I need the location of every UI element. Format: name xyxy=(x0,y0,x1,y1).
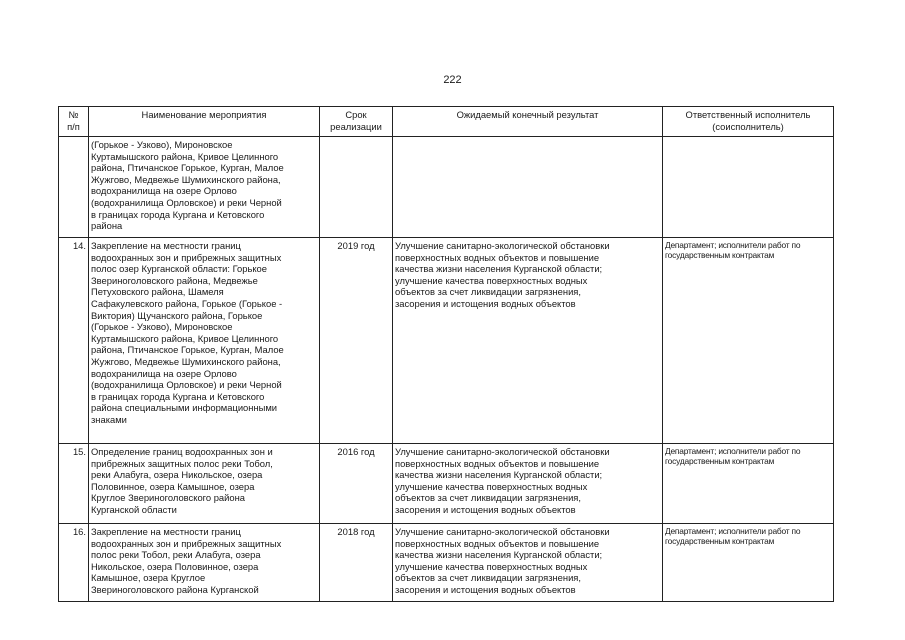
row-term xyxy=(320,137,393,238)
table-row xyxy=(59,524,834,602)
table-row xyxy=(59,238,834,444)
row-executor xyxy=(663,137,834,238)
row-executor: Департамент; исполнители работ по государственным контрактам xyxy=(663,238,834,444)
row-name: Определение границ водоохранных зон и прибрежных защитных полос реки Тобол, реки Алабуга, озера Никольское, озера Половинное, озера Камышное, озера Круглое Звериноголовского района Курганской области xyxy=(89,444,320,524)
row-result: Улучшение санитарно-экологической обстановки поверхностных водных объектов и повышение качества жизни населения Курганской области; улучшение качества поверхностных водных объектов за счет ликвидации загрязнения, засорения и истощения водных объектов xyxy=(393,444,663,524)
header-num: № п/п xyxy=(59,107,89,137)
row-executor: Департамент; исполнители работ по государственным контрактам xyxy=(663,524,834,602)
row-term: 2016 год xyxy=(320,444,393,524)
table-row xyxy=(59,444,834,524)
row-num: 15. xyxy=(59,444,89,524)
row-term: 2018 год xyxy=(320,524,393,602)
row-num: 16. xyxy=(59,524,89,602)
row-result xyxy=(393,137,663,238)
row-result: Улучшение санитарно-экологической обстановки поверхностных водных объектов и повышение качества жизни населения Курганской области; улучшение качества поверхностных водных объектов за счет ликвидации загрязнения, засорения и истощения водных объектов xyxy=(393,524,663,602)
table-row xyxy=(59,137,834,238)
row-term: 2019 год xyxy=(320,238,393,444)
header-name: Наименование мероприятия xyxy=(89,107,320,137)
row-num xyxy=(59,137,89,238)
measures-table xyxy=(58,106,834,602)
header-result: Ожидаемый конечный результат xyxy=(393,107,663,137)
row-name: Закрепление на местности границ водоохранных зон и прибрежных защитных полос реки Тобол, реки Алабуга, озера Никольское, озера Половинное, озера Камышное, озера Круглое Звериноголовского района Курганской xyxy=(89,524,320,602)
table-header-row xyxy=(59,107,834,137)
row-result: Улучшение санитарно-экологической обстановки поверхностных водных объектов и повышение качества жизни населения Курганской области; улучшение качества поверхностных водных объектов за счет ликвидации загрязнения, засорения и истощения водных объектов xyxy=(393,238,663,444)
row-executor: Департамент; исполнители работ по государственным контрактам xyxy=(663,444,834,524)
row-num: 14. xyxy=(59,238,89,444)
header-executor: Ответственный исполнитель (соисполнитель) xyxy=(663,107,834,137)
row-name: (Горькое - Узково), Мироновское Куртамышского района, Кривое Целинного района, Птичанское Горькое, Курган, Малое Жужгово, Медвежье Шумихинского района, водохранилища на озере Орлово (водохранилища Орловское) и реки Черной в границах города Кургана и Кетовского района xyxy=(89,137,320,238)
row-name: Закрепление на местности границ водоохранных зон и прибрежных защитных полос озер Курганской области: Горькое Звериноголовского района, Медвежье Петуховского района, Шамеля Сафакулевского района, Горькое (Горькое - Виктория) Щучанского района, Горькое (Горькое - Узково), Мироновское Куртамышского района, Кривое Целинного района, Птичанское Горькое, Курган, Малое Жужгово, Медвежье Шумихинского района, водохранилища на озере Орлово (водохранилища Орловское) и реки Черной в границах города Кургана и Кетовского района специальными информационными знаками xyxy=(89,238,320,444)
page-number: 222 xyxy=(443,74,462,86)
header-term: Срок реализации xyxy=(320,107,393,137)
